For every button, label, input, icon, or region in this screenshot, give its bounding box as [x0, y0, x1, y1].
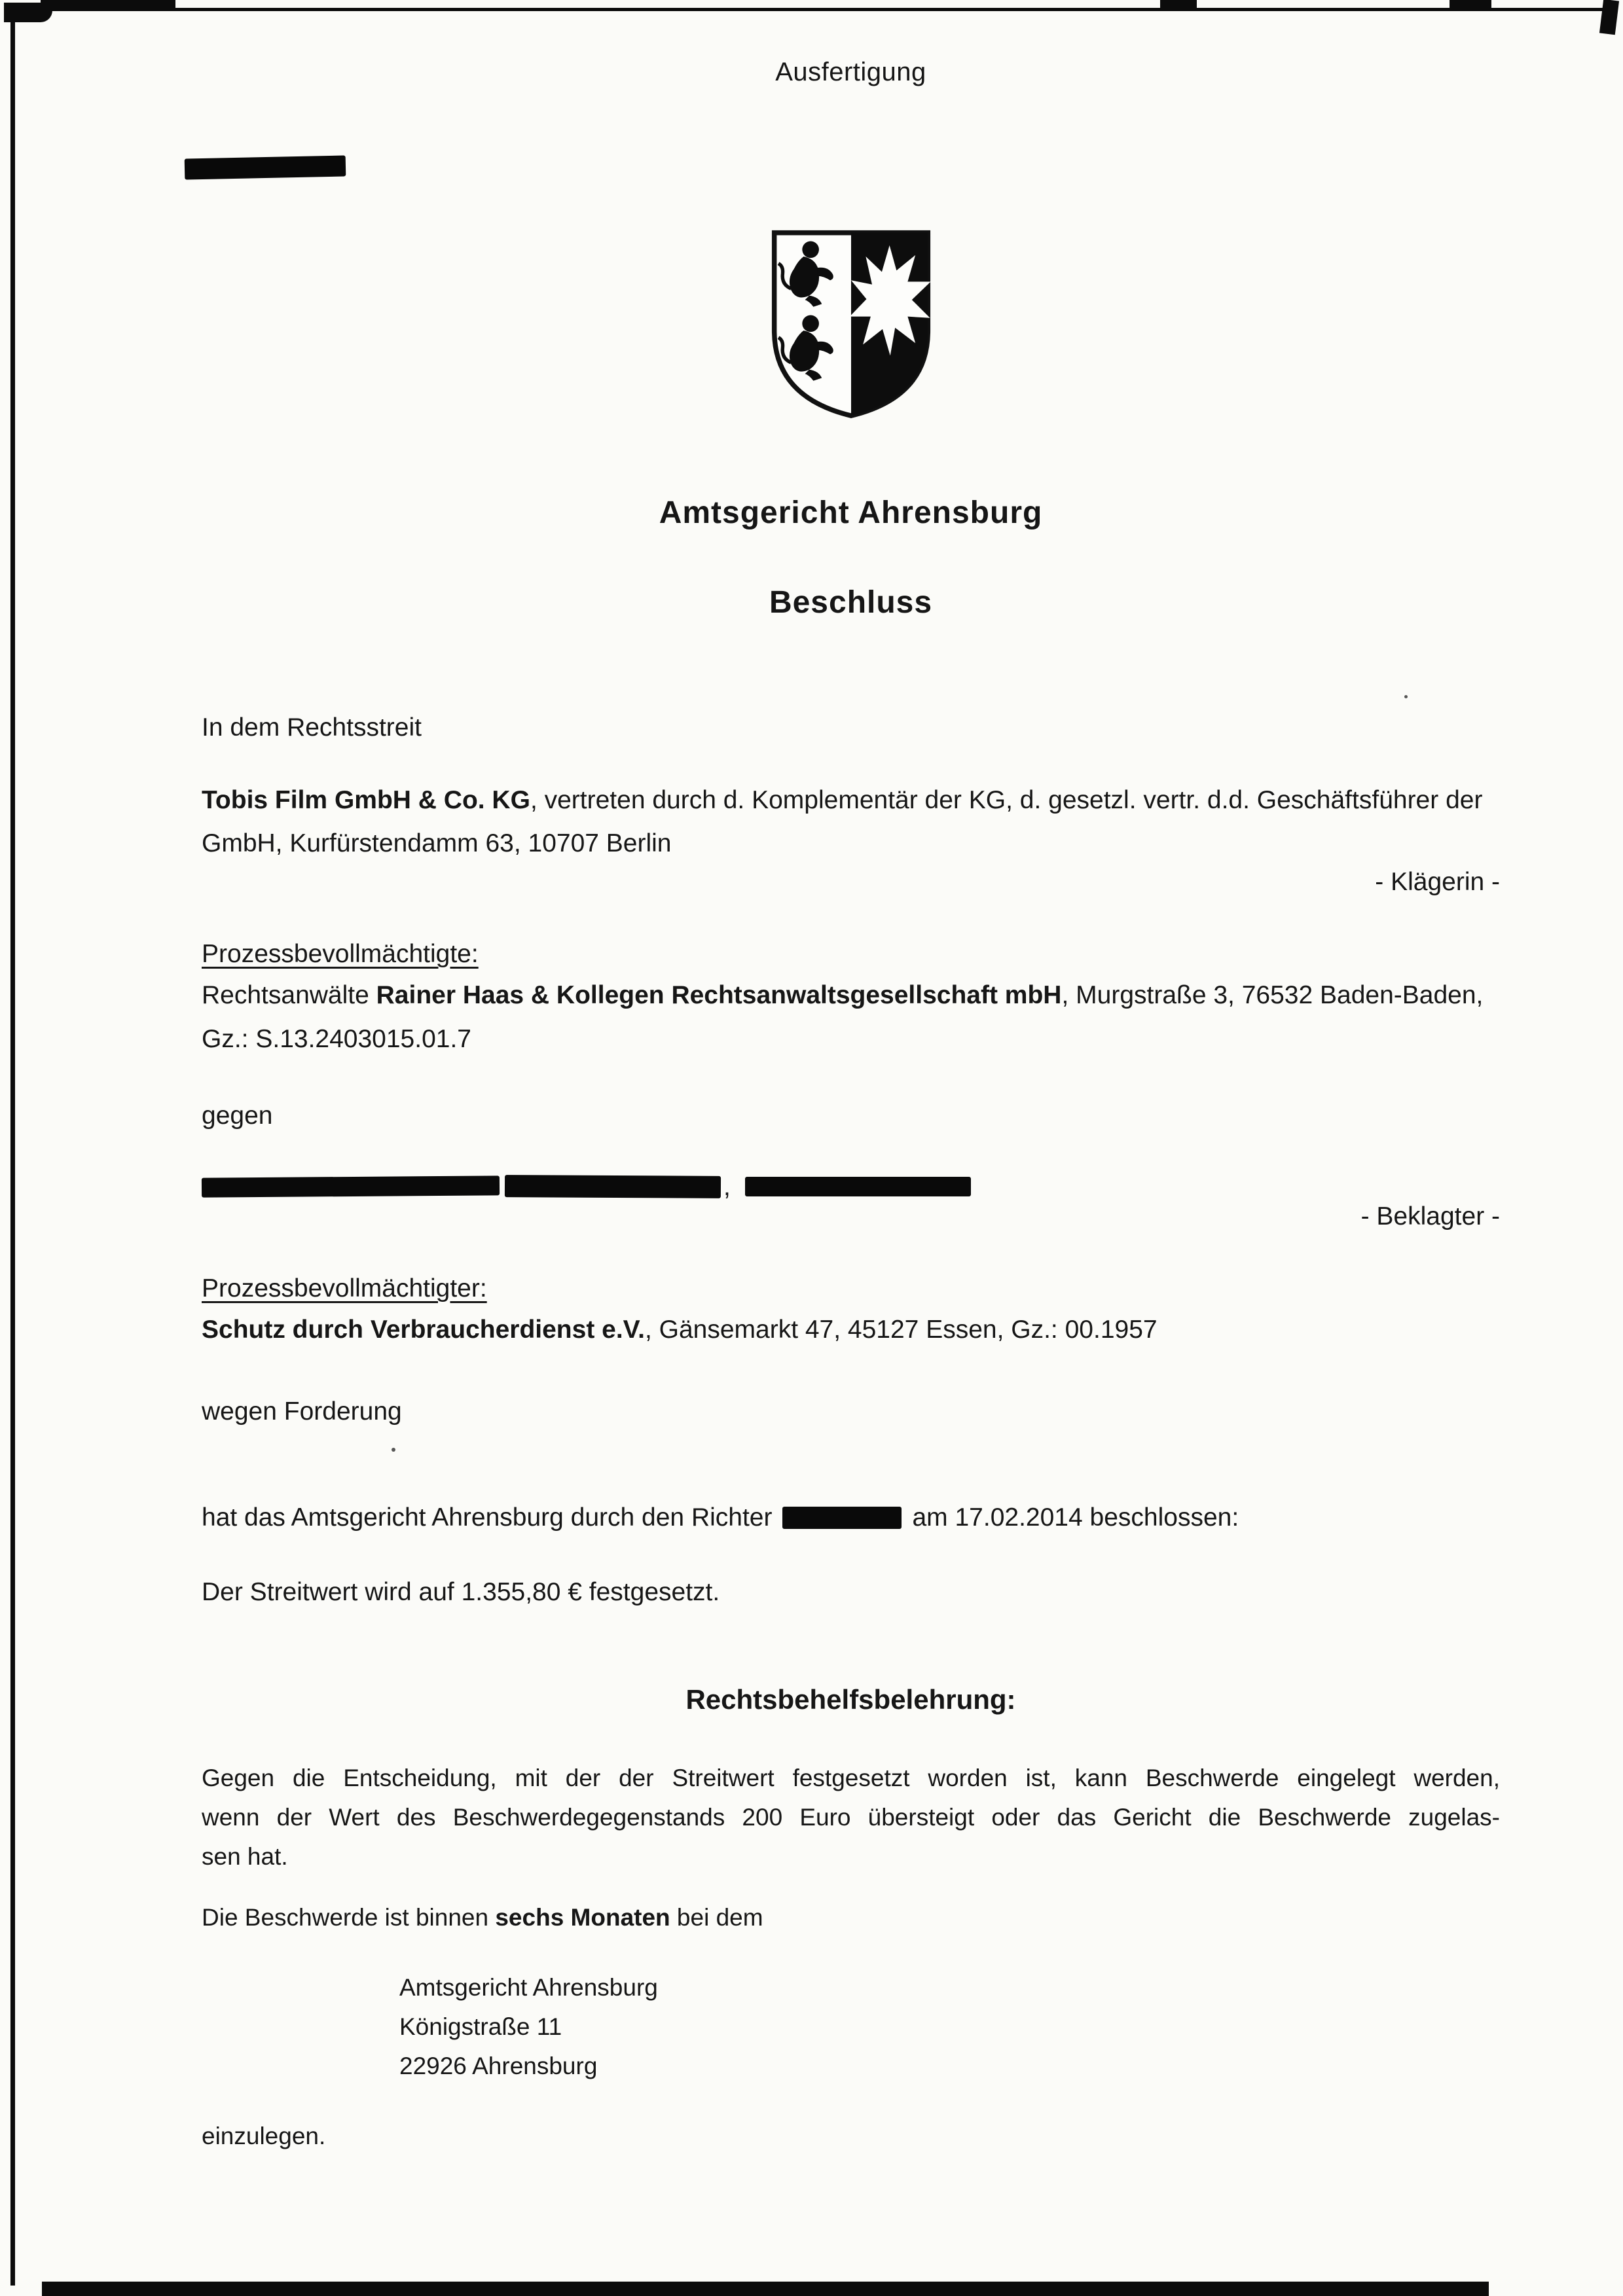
- redaction-bar: [202, 1175, 500, 1197]
- address-line: Amtsgericht Ahrensburg: [399, 1973, 658, 2001]
- plaintiff-counsel-heading: Prozessbevollmächtigte:: [202, 940, 479, 969]
- counsel-details: , Murgstraße 3, 76532 Baden-Baden, Gz.: S.13.2403015.01.7: [202, 981, 1484, 1053]
- scan-artifact-top-mark: [1160, 0, 1197, 9]
- decision-title: Beschluss: [769, 584, 933, 620]
- plaintiff-details: , vertreten durch d. Komplementär der KG, d. gesetzl. vertr. d.d. Geschäftsführer der GmbH, Kurfürstendamm 63, 10707 Berlin: [202, 785, 1483, 857]
- address-line: Königstraße 11: [399, 2013, 562, 2040]
- copy-type-label: Ausfertigung: [775, 58, 926, 86]
- closing-word: einzulegen.: [202, 2122, 326, 2149]
- defendant-counsel-paragraph: [202, 1308, 1500, 1352]
- scan-artifact-corner-mark: [1599, 0, 1619, 35]
- scan-artifact-top-mark: [1450, 0, 1491, 10]
- subject-line: wegen Forderung: [202, 1397, 402, 1426]
- plaintiff-name: Tobis Film GmbH & Co. KG: [202, 785, 530, 814]
- ruling-intro-line: [202, 1503, 1500, 1532]
- document-content: [202, 58, 1500, 2150]
- case-intro: In dem Rechtsstreit: [202, 713, 422, 742]
- scan-artifact-top-mark: [41, 0, 175, 11]
- schleswig-holstein-coat-of-arms-icon: [767, 226, 935, 422]
- appeal-instructions-heading: Rechtsbehelfsbelehrung:: [685, 1684, 1016, 1715]
- counsel-firm-name: Rainer Haas & Kollegen Rechtsanwaltsgesellschaft mbH: [376, 981, 1062, 1010]
- appeal-paragraph-line: wenn der Wert des Beschwerdegegenstands 200 Euro übersteigt oder das Gericht die Beschwerde zugelas-: [202, 1804, 1500, 1831]
- plaintiff-role-label: - Klägerin -: [1375, 868, 1500, 897]
- scan-artifact-bottom-bar: [42, 2282, 1489, 2296]
- scan-artifact-left-line: [10, 8, 15, 2286]
- court-title: Amtsgericht Ahrensburg: [659, 495, 1043, 530]
- defendant-counsel-heading: Prozessbevollmächtigter:: [202, 1274, 487, 1302]
- court-address-block: [399, 1968, 1500, 2086]
- deadline-pre: Die Beschwerde ist binnen: [202, 1903, 496, 1931]
- scan-artifact-top-line: [7, 8, 1611, 11]
- defendant-redacted-line: [202, 1174, 1500, 1200]
- versus-label: gegen: [202, 1101, 273, 1130]
- defendant-role-label: - Beklagter -: [1360, 1202, 1500, 1230]
- counsel-firm-name: Schutz durch Verbraucherdienst e.V.: [202, 1315, 645, 1344]
- appeal-paragraph-line: sen hat.: [202, 1843, 288, 1871]
- counsel-details: , Gänsemarkt 47, 45127 Essen, Gz.: 00.1957: [644, 1315, 1158, 1344]
- appeal-deadline-line: [202, 1904, 1500, 1931]
- ruling-intro-pre: hat das Amtsgericht Ahrensburg durch den Richter: [202, 1503, 773, 1532]
- counsel-prefix: Rechtsanwälte: [202, 981, 376, 1010]
- redaction-judge-name: [782, 1507, 902, 1529]
- ruling-text: Der Streitwert wird auf 1.355,80 € festgesetzt.: [202, 1578, 720, 1607]
- deadline-term: sechs Monaten: [495, 1903, 670, 1931]
- appeal-paragraph-line: Gegen die Entscheidung, mit der der Streitwert festgesetzt worden ist, kann Beschwerde eingelegt werden,: [202, 1765, 1500, 1792]
- redaction-bar: [745, 1177, 971, 1196]
- plaintiff-counsel-paragraph: [202, 974, 1500, 1061]
- appeal-paragraph: [202, 1759, 1500, 1876]
- ruling-intro-post: am 17.02.2014 beschlossen:: [912, 1503, 1239, 1532]
- redaction-bar: [505, 1175, 721, 1198]
- redaction-comma: ,: [723, 1172, 731, 1201]
- plaintiff-paragraph: [202, 779, 1500, 866]
- deadline-post: bei dem: [670, 1903, 763, 1931]
- address-line: 22926 Ahrensburg: [399, 2052, 598, 2079]
